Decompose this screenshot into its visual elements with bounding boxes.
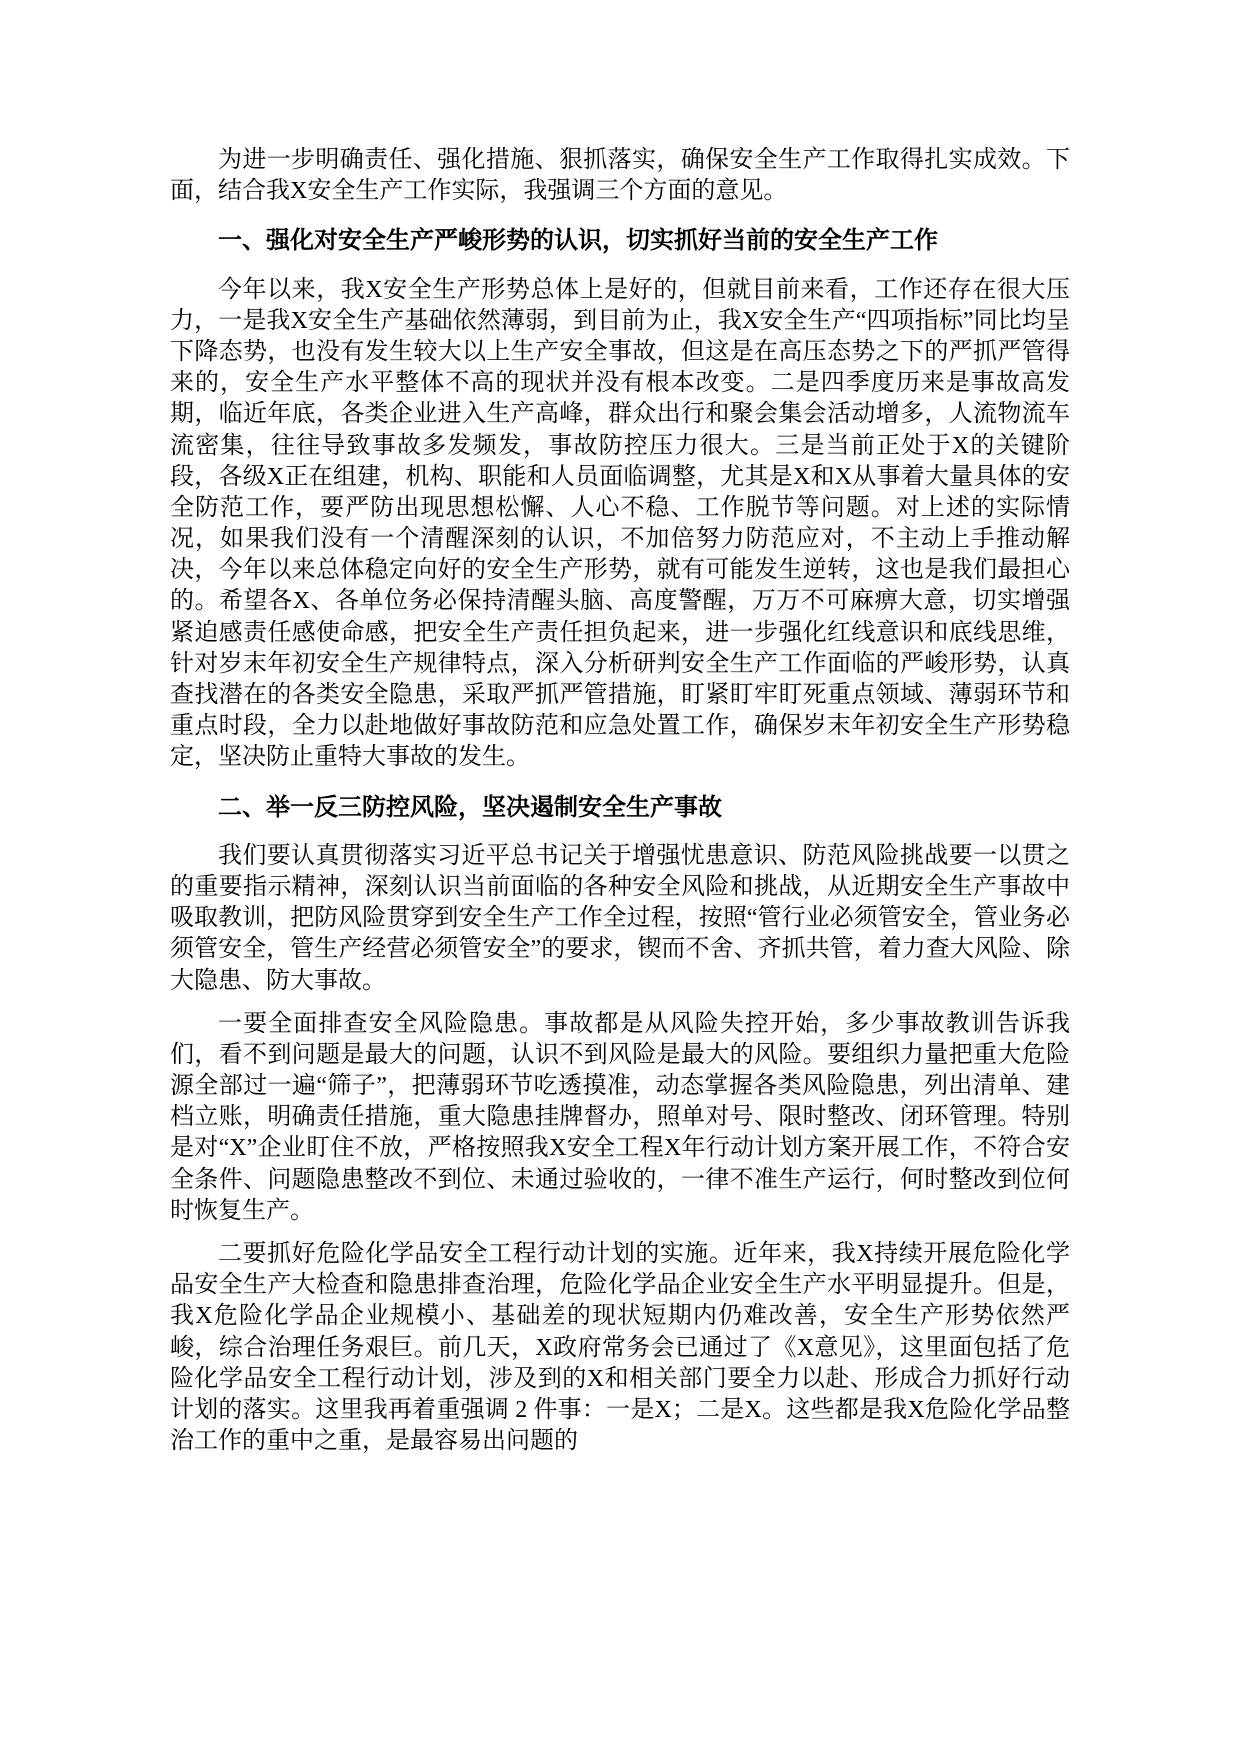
paragraph-point-1: 一要全面排查安全风险隐患。事故都是从风险失控开始，多少事故教训告诉我们，看不到问题是最大的问题，认识不到风险是最大的风险。要组织力量把重大危险源全部过一遍“筛子”，把薄弱环节吃透摸准，动态掌握各类风险隐患，列出清单、建档立账，明确责任措施，重大隐患挂牌督办，照单对号、限时整改、闭环管理。特别是对“X”企业盯住不放，严格按照我X安全工程X年行动计划方案开展工作，不符合安全条件、问题隐患整改不到位、未通过验收的，一律不准生产运行，何时整改到位何时恢复生产。 [170, 1010, 1070, 1224]
paragraph-section2-intro: 我们要认真贯彻落实习近平总书记关于增强忧患意识、防范风险挑战要一以贯之的重要指示精神，深刻认识当前面临的各种安全风险和挑战，从近期安全生产事故中吸取教训，把防风险贯穿到安全生产工作全过程，按照“管行业必须管安全，管业务必须管安全，管生产经营必须管安全”的要求，锲而不舍、齐抓共管，着力查大风险、除大隐患、防大事故。 [170, 842, 1070, 994]
paragraph-intro: 为进一步明确责任、强化措施、狠抓落实，确保安全生产工作取得扎实成效。下面，结合我X安全生产工作实际，我强调三个方面的意见。 [170, 147, 1070, 205]
document-body [170, 145, 1070, 1457]
paragraph-section1-body: 今年以来，我X安全生产形势总体上是好的，但就目前来看，工作还存在很大压力，一是我X安全生产基础依然薄弱，到目前为止，我X安全生产“四项指标”同比均呈下降态势，也没有发生较大以上生产安全事故，但这是在高压态势之下的严抓严管得来的，安全生产水平整体不高的现状并没有根本改变。二是四季度历来是事故高发期，临近年底，各类企业进入生产高峰，群众出行和聚会集会活动增多，人流物流车流密集，往往导致事故多发频发，事故防控压力很大。三是当前正处于X的关键阶段，各级X正在组建，机构、职能和人员面临调整，尤其是X和X从事着大量具体的安全防范工作，要严防出现思想松懈、人心不稳、工作脱节等问题。对上述的实际情况，如果我们没有一个清醒深刻的认识，不加倍努力防范应对，不主动上手推动解决，今年以来总体稳定向好的安全生产形势，就有可能发生逆转，这也是我们最担心的。希望各X、各单位务必保持清醒头脑、高度警醒，万万不可麻痹大意，切实增强紧迫感责任感使命感，把安全生产责任担负起来，进一步强化红线意识和底线思维，针对岁末年初安全生产规律特点，深入分析研判安全生产工作面临的严峻形势，认真查找潜在的各类安全隐患，采取严抓严管措施，盯紧盯牢盯死重点领域、薄弱环节和重点时段，全力以赴地做好事故防范和应急处置工作，确保岁末年初安全生产形势稳定，坚决防止重特大事故的发生。 [170, 276, 1070, 771]
section-heading-1: 一、强化对安全生产严峻形势的认识，切实抓好当前的安全生产工作 [218, 227, 938, 255]
paragraph-point-2: 二要抓好危险化学品安全工程行动计划的实施。近年来，我X持续开展危险化学品安全生产大检查和隐患排查治理，危险化学品企业安全生产水平明显提升。但是，我X危险化学品企业规模小、基础差的现状短期内仍难改善，安全生产形势依然严峻，综合治理任务艰巨。前几天，X政府常务会已通过了《X意见》，这里面包括了危险化学品安全工程行动计划，涉及到的X和相关部门要全力以赴、形成合力抓好行动计划的落实。这里我再着重强调 2 件事：一是X；二是X。这些都是我X危险化学品整治工作的重中之重，是最容易出问题的 [170, 1241, 1070, 1455]
section-heading-2: 二、举一反三防控风险，坚决遏制安全生产事故 [218, 793, 722, 821]
